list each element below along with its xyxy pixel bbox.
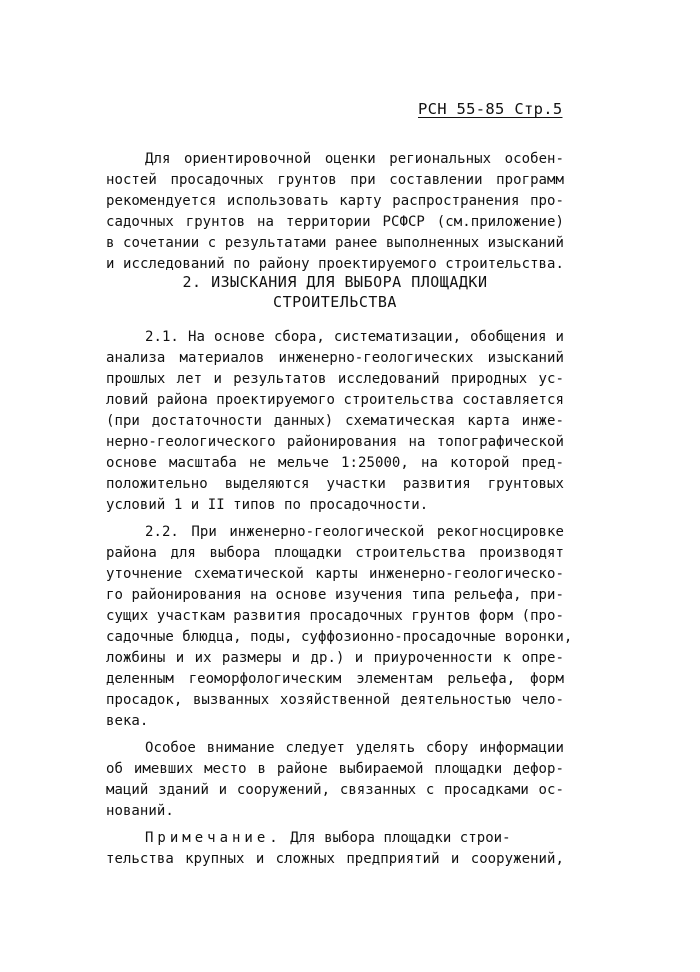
note-line-1 — [145, 828, 564, 848]
para-2-2-line-6: садочные блюдца, поды, суффозионно-просадочные воронки, — [106, 629, 573, 645]
intro-line-1: Для ориентировочной оценки региональных особен- — [145, 151, 564, 167]
section-heading-line-2: СТРОИТЕЛЬСТВА — [273, 293, 397, 311]
page-reference: РСН 55-85 Стр.5 — [418, 100, 563, 118]
special-line-4: нований. — [106, 803, 174, 819]
intro-line-3: рекомендуется использовать карту распространения про- — [106, 193, 564, 209]
para-2-2-line-5: сущих участкам развития просадочных грунтов форм (про- — [106, 608, 564, 624]
special-line-1: Особое внимание следует уделять сбору информации — [145, 740, 564, 756]
para-2-2-line-10: века. — [106, 713, 149, 729]
para-2-1-line-3: прошлых лет и результатов исследований природных ус- — [106, 371, 564, 387]
para-2-1-line-7: основе масштаба не мельче 1:25000, на которой пред- — [106, 455, 564, 471]
intro-line-5: в сочетании с результатами ранее выполненных изысканий — [106, 235, 564, 251]
para-2-1-line-6: нерно-геологического районирования на топографической — [106, 434, 564, 450]
para-2-1-line-2: анализа материалов инженерно-геологических изысканий — [106, 350, 564, 366]
intro-line-2: ностей просадочных грунтов при составлении программ — [106, 172, 564, 188]
note-label: Примечание. — [145, 830, 282, 846]
intro-line-4: садочных грунтов на территории РСФСР (см.приложение) — [106, 214, 564, 230]
para-2-2-line-4: го районирования на основе изучения типа рельефа, при- — [106, 587, 564, 603]
para-2-2-line-2: района для выбора площадки строительства производят — [106, 545, 564, 561]
para-2-1-line-8: положительно выделяются участки развития грунтовых — [106, 476, 564, 492]
para-2-2-line-8: деленным геоморфологическим элементам рельефа, форм — [106, 671, 564, 687]
para-2-1-line-1: 2.1. На основе сбора, систематизации, обобщения и — [145, 329, 564, 345]
intro-line-6: и исследований по району проектируемого строительства. — [106, 256, 564, 272]
para-2-2-line-7: ложбины и их размеры и др.) и приуроченности к опре- — [106, 650, 564, 666]
note-line-2: тельства крупных и сложных предприятий и сооружений, — [106, 851, 564, 867]
para-2-2-line-3: уточнение схематической карты инженерно-геологическо- — [106, 566, 564, 582]
para-2-1-line-9: условий 1 и II типов по просадочности. — [106, 497, 429, 513]
special-line-3: маций зданий и сооружений, связанных с просадками ос- — [106, 782, 564, 798]
para-2-1-line-5: (при достаточности данных) схематическая карта инже- — [106, 413, 564, 429]
para-2-2-line-1: 2.2. При инженерно-геологической рекогносцировке — [145, 524, 564, 540]
section-heading-line-1: 2. ИЗЫСКАНИЯ ДЛЯ ВЫБОРА ПЛОЩАДКИ — [182, 273, 488, 291]
note-text: Для выбора площадки строи- — [281, 830, 511, 846]
para-2-1-line-4: ловий района проектируемого строительства составляется — [106, 392, 564, 408]
para-2-2-line-9: просадок, вызванных хозяйственной деятельностью чело- — [106, 692, 564, 708]
special-line-2: об имевших место в районе выбираемой площадки дефор- — [106, 761, 564, 777]
